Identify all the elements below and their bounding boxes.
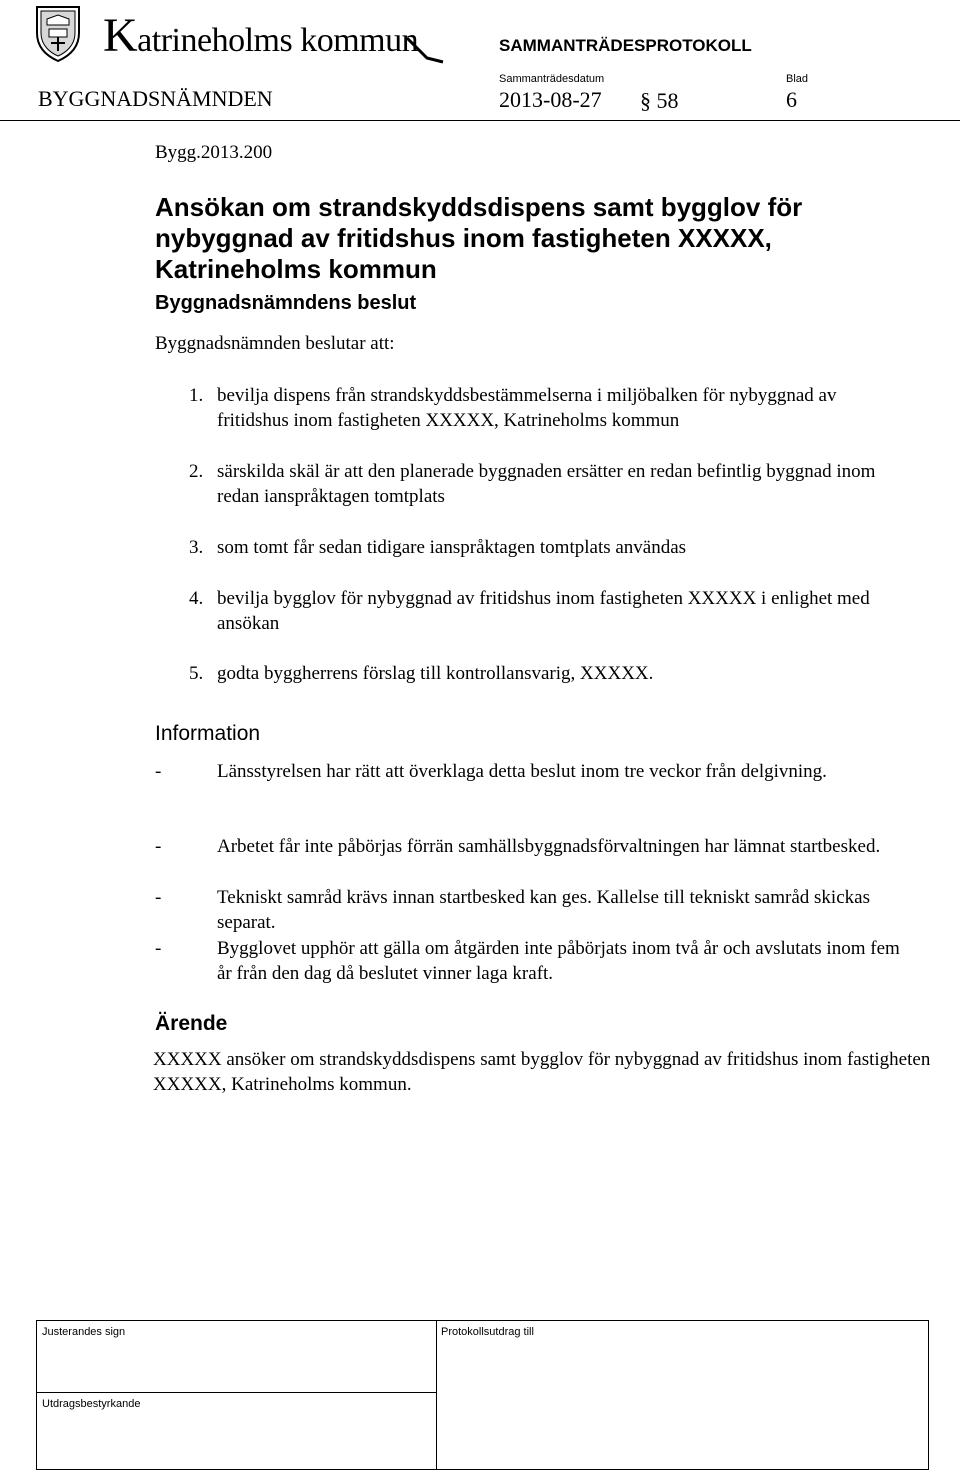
municipal-crest-icon bbox=[33, 3, 83, 63]
decision-item-text: som tomt får sedan tidigare ianspråktagen tomtplats användas bbox=[217, 537, 687, 558]
case-heading: Ärende bbox=[155, 1012, 228, 1035]
case-reference: Bygg.2013.200 bbox=[155, 142, 273, 163]
date-label: Sammanträdesdatum bbox=[499, 73, 605, 85]
case-description: XXXXX ansöker om strandskyddsdispens samt bygglov för nybyggnad av fritidshus inom fastigheten XXXXX, Katrineholms kommun. bbox=[153, 1049, 931, 1095]
decision-item-text: särskilda skäl är att den planerade byggnaden ersätter en redan befintlig byggnad inom redan ianspråktagen tomtplats bbox=[217, 461, 876, 507]
decision-item-number: 1. bbox=[189, 385, 204, 406]
decision-item bbox=[189, 586, 909, 636]
info-item bbox=[155, 936, 915, 986]
info-item-dash: - bbox=[155, 938, 162, 959]
meeting-date: 2013-08-27 bbox=[499, 87, 602, 112]
decision-item-number: 3. bbox=[189, 537, 204, 558]
decision-item bbox=[189, 459, 909, 509]
department-name: BYGGNADSNÄMNDEN bbox=[38, 86, 273, 111]
municipality-name bbox=[103, 9, 419, 62]
signature-box-divider bbox=[436, 1320, 437, 1470]
decision-item bbox=[189, 535, 909, 560]
information-heading: Information bbox=[155, 722, 261, 745]
page-number: 6 bbox=[786, 87, 797, 112]
info-item bbox=[155, 885, 915, 935]
info-item bbox=[155, 759, 915, 784]
protokollsutdrag-label: Protokollsutdrag till bbox=[441, 1326, 534, 1338]
info-item bbox=[155, 834, 915, 859]
logo-swoosh-icon bbox=[405, 34, 445, 64]
decision-item bbox=[189, 383, 909, 433]
decision-heading: Byggnadsnämndens beslut bbox=[155, 292, 417, 314]
utdragsbestyrkande-label: Utdragsbestyrkande bbox=[42, 1398, 141, 1410]
paragraph-number: § 58 bbox=[640, 88, 679, 113]
decision-item-text: bevilja dispens från strandskyddsbestämmelserna i miljöbalken för nybyggnad av fritidshus inom fastigheten XXXXX, Katrineholms kommun bbox=[217, 385, 837, 431]
page-label: Blad bbox=[786, 73, 809, 85]
document-title: Ansökan om strandskyddsdispens samt bygglov för nybyggnad av fritidshus inom fastigheten XXXXX, Katrineholms kommun bbox=[155, 192, 803, 284]
info-item-text: Länsstyrelsen har rätt att överklaga detta beslut inom tre veckor från delgivning. bbox=[217, 761, 827, 782]
justerandes-sign-label: Justerandes sign bbox=[42, 1326, 126, 1338]
signature-box-divider bbox=[36, 1392, 436, 1393]
info-item-text: Tekniskt samråd krävs innan startbesked kan ges. Kallelse till tekniskt samråd skickas separat. bbox=[217, 887, 870, 933]
decision-item-number: 4. bbox=[189, 588, 204, 609]
decision-item-number: 5. bbox=[189, 663, 204, 684]
info-item-dash: - bbox=[155, 836, 162, 857]
decision-item-text: godta byggherrens förslag till kontrollansvarig, XXXXX. bbox=[217, 663, 654, 684]
decision-item bbox=[189, 661, 909, 686]
municipality-name-rest: atrineholms kommun bbox=[137, 22, 419, 59]
decision-item-number: 2. bbox=[189, 461, 204, 482]
info-item-text: Arbetet får inte påbörjas förrän samhällsbyggnadsförvaltningen har lämnat startbesked. bbox=[217, 836, 881, 857]
info-item-text: Bygglovet upphör att gälla om åtgärden inte påbörjats inom två år och avslutats inom fem år från den dag då beslutet vinner laga kraft. bbox=[217, 938, 900, 984]
signature-box bbox=[36, 1320, 929, 1470]
info-item-dash: - bbox=[155, 761, 162, 782]
protocol-title: SAMMANTRÄDESPROTOKOLL bbox=[499, 36, 752, 55]
header-divider bbox=[0, 120, 960, 121]
decision-item-text: bevilja bygglov för nybyggnad av fritidshus inom fastigheten XXXXX i enlighet med ansökan bbox=[217, 588, 870, 634]
decision-intro: Byggnadsnämnden beslutar att: bbox=[155, 333, 395, 354]
municipality-initial: K bbox=[103, 9, 138, 62]
info-item-dash: - bbox=[155, 887, 162, 908]
